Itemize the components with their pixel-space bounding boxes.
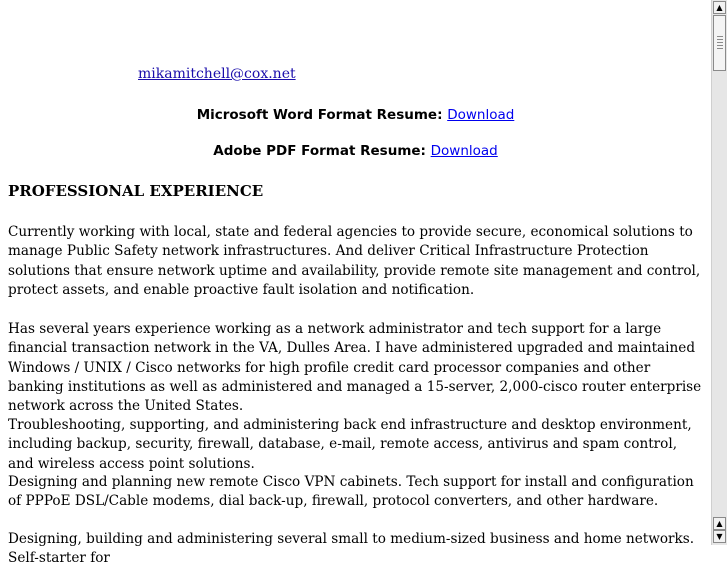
paragraph: Troubleshooting, supporting, and administering back end infrastructure and desktop environment, including backup, security, firewall, database, e-mail, remote access, antivirus and spam control, and wireless access point solutions.	[8, 417, 692, 472]
pdf-download-link[interactable]: Download	[430, 143, 498, 159]
paragraph: Currently working with local, state and federal agencies to provide secure, economical solutions to manage Public Safety network infrastructures. And deliver Critical Infrastructure Protection solutions that ensure network uptime and availability, provide remote site management and control, protect assets, and enable proactive fault isolation and notification.	[8, 224, 701, 298]
paragraph: Has several years experience working as a network administrator and tech support for a large financial transaction network in the VA, Dulles Area. I have administered upgraded and maintained Windows / UNIX / Cisco networks for high profile credit card processor companies and other banking institutions as well as administered and managed a 15-server, 2,000-cisco router enterprise network across the United States.	[8, 321, 702, 415]
paragraph: Designing, building and administering several small to medium-sized business and home networks. Self-starter for	[8, 531, 695, 567]
scroll-down-button[interactable]	[713, 530, 726, 543]
up-arrow-icon: ▲	[716, 519, 723, 528]
down-arrow-icon: ▼	[716, 532, 723, 541]
pdf-resume-line	[0, 143, 711, 159]
scroll-up-button[interactable]	[713, 1, 726, 14]
scroll-thumb[interactable]	[713, 15, 726, 71]
word-resume-label: Microsoft Word Format Resume:	[196, 107, 448, 123]
scroll-up-button-bottom[interactable]	[713, 517, 726, 530]
up-arrow-icon: ▲	[716, 3, 723, 12]
paragraph: Designing and planning new remote Cisco VPN cabinets. Tech support for install and configuration of PPPoE DSL/Cable modems, dial back-up, firewall, protocol converters, and other hardware.	[8, 474, 694, 510]
section-heading: PROFESSIONAL EXPERIENCE	[8, 182, 264, 200]
word-resume-line	[0, 107, 711, 123]
pdf-resume-label: Adobe PDF Format Resume:	[213, 143, 431, 159]
email-link[interactable]: mikamitchell@cox.net	[138, 66, 296, 82]
word-download-link[interactable]: Download	[447, 107, 515, 123]
vertical-scrollbar[interactable]	[711, 0, 727, 545]
grip-icon	[717, 36, 723, 50]
